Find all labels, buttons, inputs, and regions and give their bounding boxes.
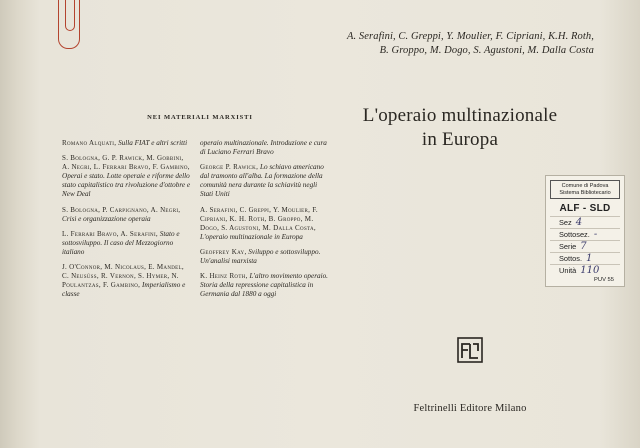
book-title bbox=[360, 104, 560, 152]
label-row bbox=[550, 252, 620, 264]
entry-title: Stato e sottosviluppo. Il caso del Mezzogiorno italiano bbox=[62, 229, 180, 256]
series-list-right bbox=[200, 139, 330, 305]
list-item bbox=[62, 139, 192, 148]
authors-line: B. Groppo, M. Dogo, S. Agustoni, M. Dalla Costa bbox=[379, 45, 594, 56]
entry-title: Crisi e organizzazione operaia bbox=[62, 214, 151, 223]
entry-author: S. Bologna, P. Carpignano, A. Negri, bbox=[62, 205, 181, 214]
list-item bbox=[200, 272, 330, 299]
title-line: in Europa bbox=[421, 129, 499, 150]
label-row bbox=[550, 240, 620, 252]
paperclip-inner-mark-icon bbox=[65, 0, 75, 31]
label-row-value: - bbox=[593, 229, 598, 240]
entry-author: L. Ferrari Bravo, A. Serafini, bbox=[62, 229, 158, 238]
entry-title: operaio multinazionale. Introduzione e cura di Luciano Ferrari Bravo bbox=[200, 139, 327, 157]
list-item bbox=[62, 263, 192, 299]
list-item bbox=[62, 206, 192, 224]
entry-title: L'operaio multinazionale in Europa bbox=[200, 232, 303, 241]
entry-author: A. Serafini, C. Greppi, Y. Moulier, F. Cipriani, K. H. Roth, B. Groppo, M. Dogo, S. Agustoni, M. Dalla Costa, bbox=[200, 205, 318, 232]
entry-author: J. O'Connor, M. Nicolaus, E. Mandel, C. Neusüss, R. Vernon, S. Hymer, N. Poulantzas, F. Gambino, bbox=[62, 263, 184, 290]
entry-author: George P. Rawick, bbox=[200, 163, 259, 172]
label-row-name: Sottosez. bbox=[559, 230, 590, 239]
publisher-imprint: Feltrinelli Editore Milano bbox=[413, 403, 527, 414]
library-label bbox=[545, 175, 625, 287]
entry-title: Lo schiavo americano dal tramonto all'alba. La formazione della comunità nera durante la schiavitù negli Stati Uniti bbox=[200, 163, 324, 199]
library-institution bbox=[550, 180, 620, 199]
label-row bbox=[550, 228, 620, 240]
entry-title: L'altro movimento operaio. Storia della repressione capitalistica in Germania dal 1880 a oggi bbox=[200, 272, 328, 299]
list-item bbox=[200, 248, 330, 266]
label-row-name: Unità bbox=[559, 266, 577, 275]
entry-author: S. Bologna, G. P. Rawick, M. Gobbini, A. Negri, L. Ferrari Bravo, F. Gambino, bbox=[62, 154, 190, 172]
label-row-name: Serie bbox=[559, 242, 577, 251]
label-row-name: Sottos. bbox=[559, 254, 583, 263]
authors-block bbox=[330, 30, 594, 58]
entry-title: Operai e stato. Lotte operaie e riforme dello stato capitalistico tra rivoluzione d'ottobre e New Deal bbox=[62, 172, 191, 199]
label-row-value: 4 bbox=[575, 217, 583, 228]
feltrinelli-monogram-icon bbox=[457, 337, 483, 363]
institution-line: Sistema Bibliotecario bbox=[559, 189, 611, 196]
list-item bbox=[62, 230, 192, 257]
entry-title: Imperialismo e classe bbox=[62, 281, 186, 299]
title-line: L'operaio multinazionale bbox=[362, 105, 558, 126]
entry-author: Geoffrey Kay, bbox=[200, 247, 247, 256]
institution-line: Comune di Padova bbox=[561, 183, 609, 189]
label-row-value: 110 bbox=[580, 265, 600, 276]
series-list-left bbox=[62, 139, 192, 305]
list-item bbox=[200, 139, 330, 157]
authors-line: A. Serafini, C. Greppi, Y. Moulier, F. Cipriani, K.H. Roth, bbox=[346, 31, 594, 42]
list-item bbox=[200, 206, 330, 242]
entry-title: Sviluppo e sottosviluppo. Un'analisi marxista bbox=[200, 247, 321, 266]
library-code: ALF - SLD bbox=[559, 203, 611, 214]
label-footer: PUV 55 bbox=[594, 277, 614, 283]
label-row-name: Sez bbox=[559, 218, 572, 227]
series-heading: NEI MATERIALI MARXISTI bbox=[147, 114, 253, 121]
label-row bbox=[550, 216, 620, 228]
entry-title: Sulla FIAT e altri scritti bbox=[118, 139, 188, 147]
list-item bbox=[200, 163, 330, 199]
list-item bbox=[62, 154, 192, 199]
label-row bbox=[550, 264, 620, 276]
entry-author: K. Heinz Roth, bbox=[200, 272, 248, 281]
entry-author: Romano Alquati, bbox=[62, 139, 117, 147]
label-row-value: 1 bbox=[586, 253, 593, 264]
label-row-value: 7 bbox=[580, 241, 587, 252]
